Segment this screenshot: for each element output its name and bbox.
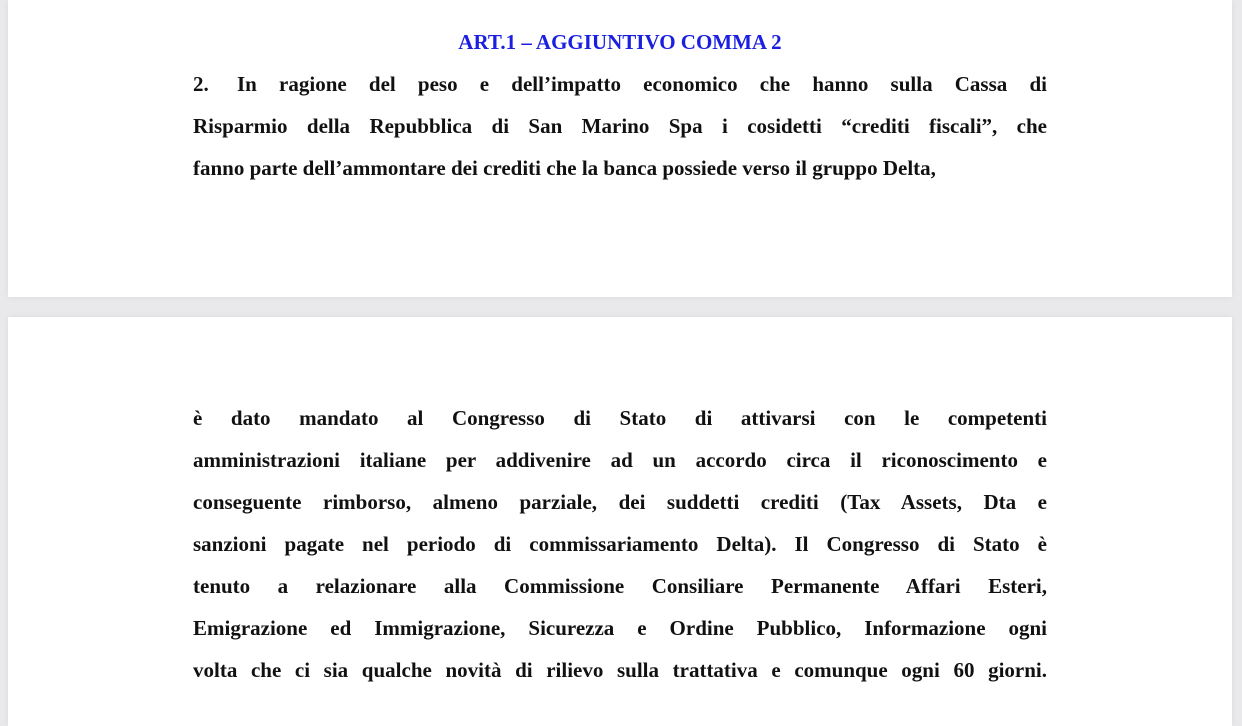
- paragraph-line: sanzioni pagate nel periodo di commissariamento Delta). Il Congresso di Stato è: [193, 532, 1047, 556]
- paragraph-page-2: [193, 397, 1047, 691]
- paragraph-line: volta che ci sia qualche novità di rilievo sulla trattativa e comunque ogni 60 giorni.: [193, 658, 1047, 682]
- paragraph-line: Risparmio della Repubblica di San Marino Spa i cosidetti “crediti fiscali”, che: [193, 114, 1047, 138]
- paragraph-line: Emigrazione ed Immigrazione, Sicurezza e Ordine Pubblico, Informazione ogni: [193, 616, 1047, 640]
- paragraph-line: [193, 63, 1047, 105]
- paragraph-line: amministrazioni italiane per addivenire ad un accordo circa il riconoscimento e: [193, 448, 1047, 472]
- paragraph-line-text: In ragione del peso e dell’impatto economico che hanno sulla Cassa di: [237, 72, 1047, 96]
- article-heading: ART.1 – AGGIUNTIVO COMMA 2: [458, 30, 782, 54]
- paragraph-line: conseguente rimborso, almeno parziale, dei suddetti crediti (Tax Assets, Dta e: [193, 490, 1047, 514]
- paragraph-line: tenuto a relazionare alla Commissione Consiliare Permanente Affari Esteri,: [193, 574, 1047, 598]
- paragraph-page-1: [193, 63, 1047, 189]
- document-page-1: [8, 0, 1232, 297]
- paragraph-number: 2.: [193, 72, 209, 96]
- document-page-2: [8, 317, 1232, 726]
- paragraph-line: fanno parte dell’ammontare dei crediti che la banca possiede verso il gruppo Delta,: [193, 156, 936, 180]
- paragraph-line: è dato mandato al Congresso di Stato di attivarsi con le competenti: [193, 406, 1047, 430]
